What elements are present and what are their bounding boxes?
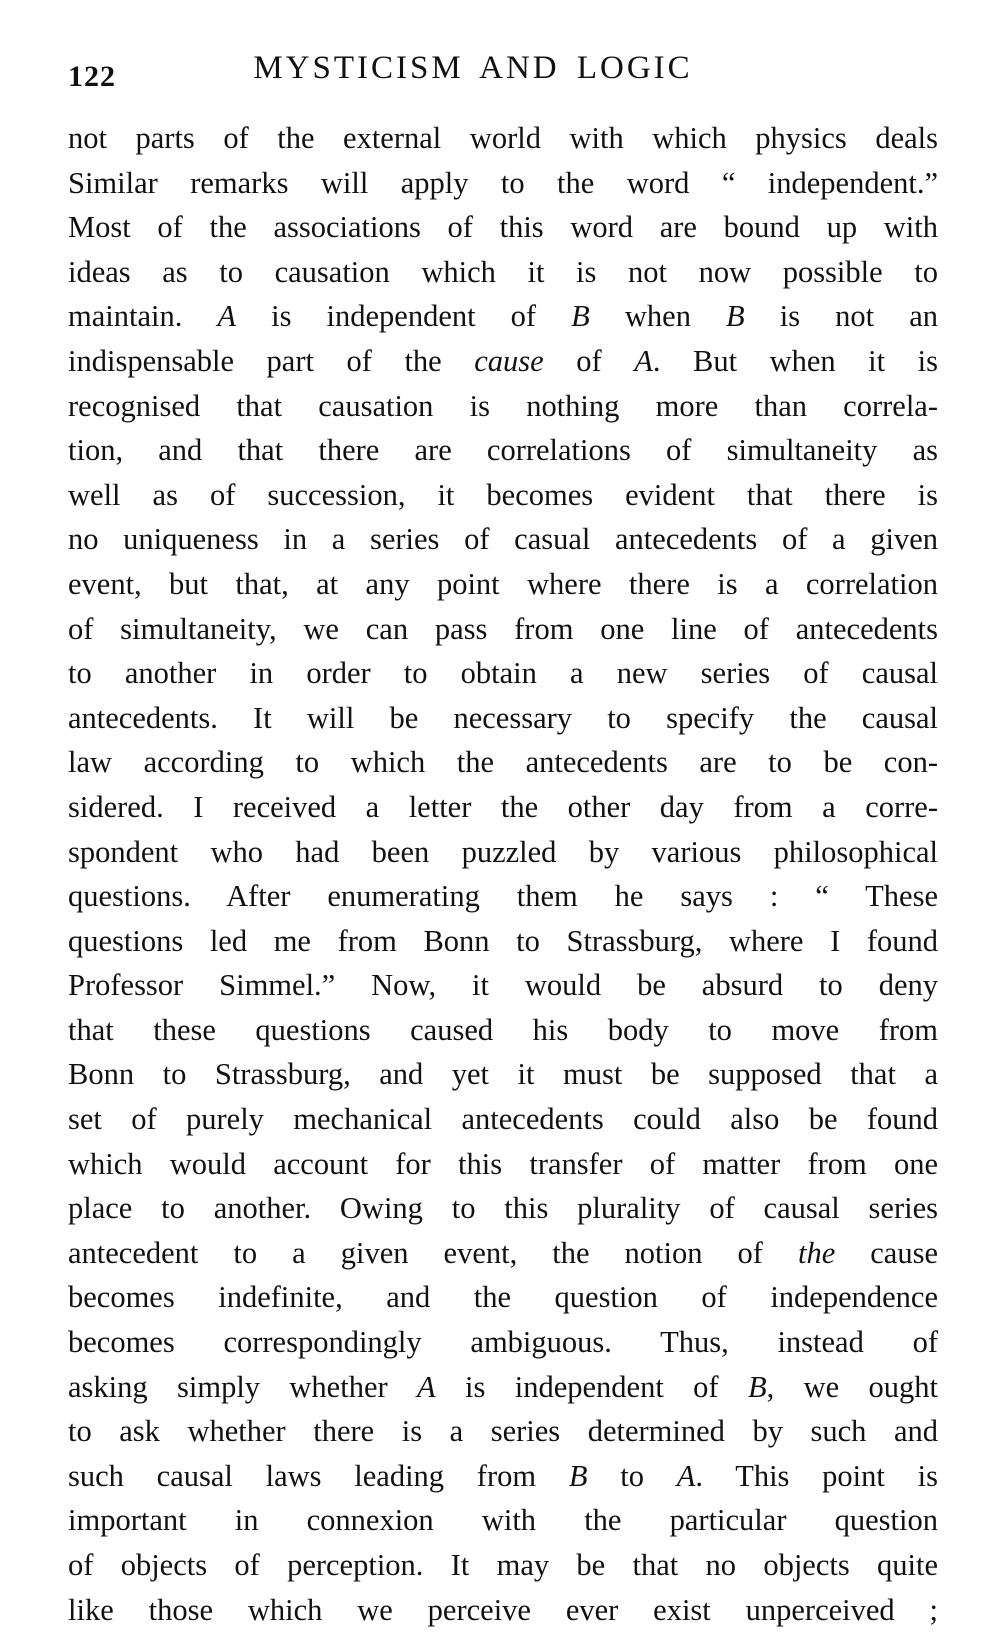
- text-line: recognised that causation is nothing more than correla-: [68, 388, 938, 423]
- text-line: Bonn to Strassburg, and yet it must be supposed that a: [68, 1057, 938, 1092]
- text-line: becomes indefinite, and the question of independence: [68, 1280, 938, 1315]
- text-line: of simultaneity, we can pass from one line of antecedents: [68, 611, 938, 646]
- text-line: like those which we perceive ever exist unperceived ;: [68, 1592, 938, 1627]
- text-line: maintain. A is independent of B when B is not an: [68, 299, 938, 334]
- text-line: which would account for this transfer of matter from one: [68, 1146, 938, 1181]
- text-line: to another in order to obtain a new series of causal: [68, 656, 938, 691]
- text-line: antecedent to a given event, the notion of the cause: [68, 1235, 938, 1270]
- text-line: Professor Simmel.” Now, it would be absurd to deny: [68, 968, 938, 1003]
- text-line: Similar remarks will apply to the word “ independent.”: [68, 165, 938, 200]
- text-line: well as of succession, it becomes evident that there is: [68, 477, 938, 512]
- text-line: important in connexion with the particular question: [68, 1503, 938, 1538]
- text-line: tion, and that there are correlations of simultaneity as: [68, 433, 938, 468]
- text-line: place to another. Owing to this plurality of causal series: [68, 1191, 938, 1226]
- text-line: set of purely mechanical antecedents could also be found: [68, 1102, 938, 1137]
- text-line: of objects of perception. It may be that no objects quite: [68, 1548, 938, 1582]
- running-title: MYSTICISM AND LOGIC: [253, 50, 693, 86]
- text-line: event, but that, at any point where there is a correlation: [68, 566, 938, 601]
- text-line: such causal laws leading from B to A. This point is: [68, 1458, 938, 1493]
- text-line: that these questions caused his body to move from: [68, 1012, 938, 1047]
- text-line: sidered. I received a letter the other day from a corre-: [68, 789, 938, 824]
- text-line: law according to which the antecedents are to be con-: [68, 745, 938, 780]
- text-line: asking simply whether A is independent of B, we ought: [68, 1369, 938, 1404]
- text-line: ideas as to causation which it is not now possible to: [68, 254, 938, 289]
- text-line: becomes correspondingly ambiguous. Thus, instead of: [68, 1325, 938, 1360]
- text-line: spondent who had been puzzled by various philosophical: [68, 834, 938, 869]
- text-line: questions led me from Bonn to Strassburg, where I found: [68, 923, 938, 958]
- running-head: [68, 50, 938, 100]
- text-line: indispensable part of the cause of A. But when it is: [68, 343, 939, 378]
- text-line: no uniqueness in a series of casual antecedents of a given: [68, 522, 938, 557]
- body-text: [68, 116, 938, 1632]
- text-line: Most of the associations of this word are bound up with: [68, 210, 938, 245]
- text-line: to ask whether there is a series determined by such and: [68, 1414, 938, 1449]
- page-number: 122: [68, 60, 116, 93]
- text-line: antecedents. It will be necessary to specify the causal: [68, 700, 938, 735]
- text-line: not parts of the external world with which physics deals: [68, 121, 938, 155]
- text-line: questions. After enumerating them he says : “ These: [68, 879, 938, 914]
